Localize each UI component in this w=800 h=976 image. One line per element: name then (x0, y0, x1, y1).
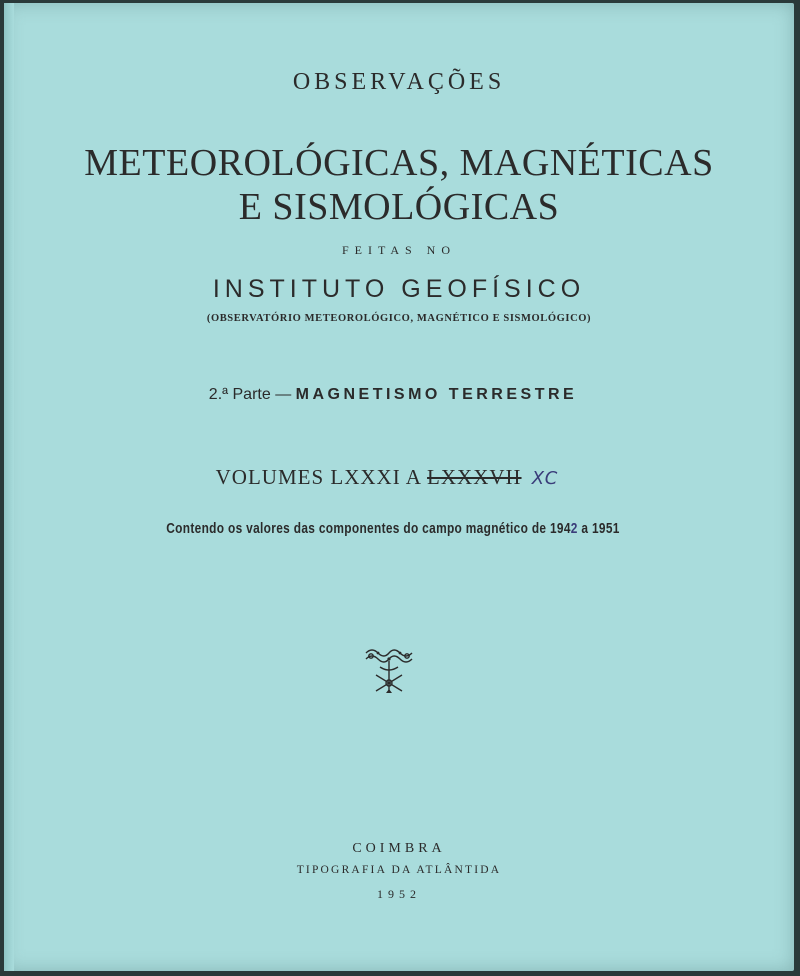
contents-handwritten-digit: 2 (570, 521, 578, 537)
part-separator: — (270, 386, 296, 403)
contents-text-before: Contendo os valores das componentes do campo magnético de 194 (166, 521, 571, 537)
heading-observacoes: OBSERVAÇÕES (292, 69, 506, 95)
volumes-handwritten-correction: XC (531, 468, 559, 489)
printer-ornament-icon (362, 645, 416, 697)
imprint-year: 1952 (377, 887, 421, 901)
volumes-prefix: VOLUMES LXXXI A (215, 465, 421, 489)
title-line-1: METEOROLÓGICAS, MAGNÉTICAS (84, 142, 714, 184)
contents-line (69, 521, 717, 537)
volumes-struck-out: LXXXVII (427, 465, 522, 489)
imprint-city: COIMBRA (352, 841, 446, 856)
made-at-label: FEITAS NO (341, 243, 457, 257)
part-title: MAGNETISMO TERRESTRE (295, 386, 578, 403)
cover-page (4, 3, 794, 971)
title-line-2: E SISMOLÓGICAS (238, 186, 560, 228)
imprint-printer: TIPOGRAFIA DA ATLÂNTIDA (296, 864, 502, 876)
part-number: 2.ª Parte (208, 386, 271, 403)
part-heading (0, 386, 788, 404)
institute-name: INSTITUTO GEOFÍSICO (212, 275, 586, 303)
contents-text-after: a 1951 (577, 521, 620, 537)
institute-note: (OBSERVATÓRIO METEOROLÓGICO, MAGNÉTICO E SISMOLÓGICO) (206, 313, 592, 324)
volumes-line (0, 465, 782, 490)
